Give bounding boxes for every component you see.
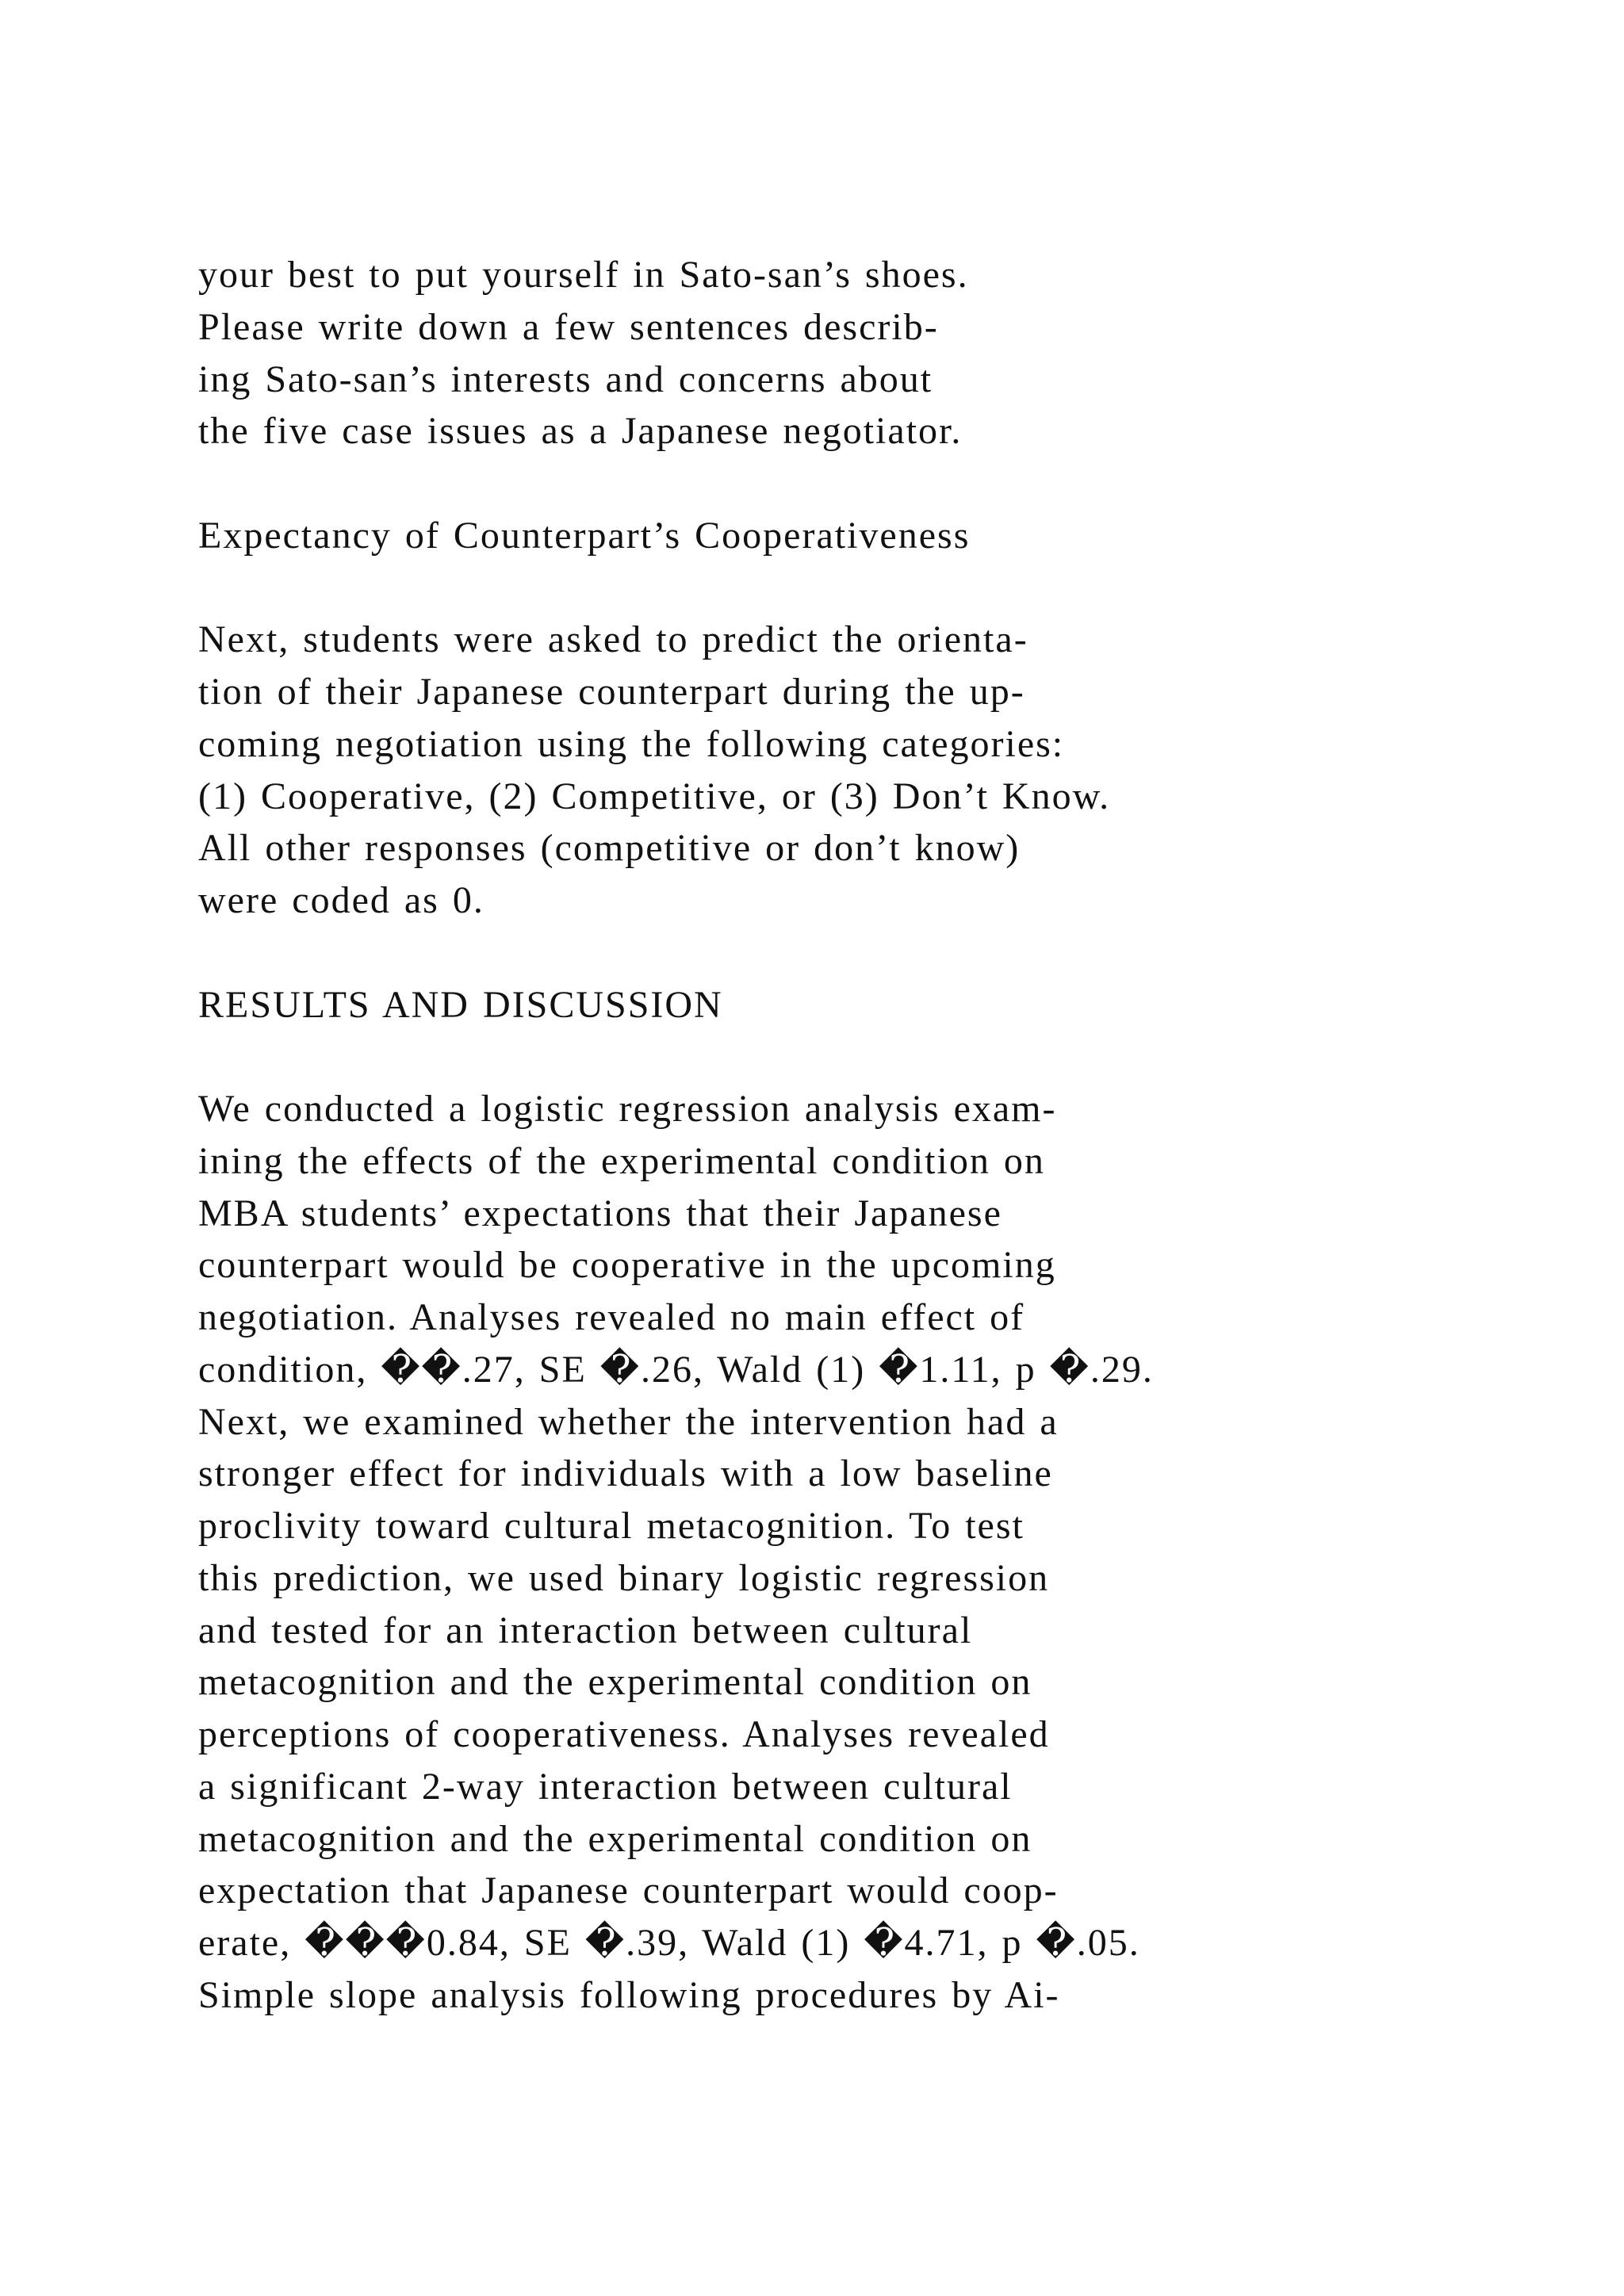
blank-line bbox=[198, 1031, 1546, 1083]
text-line: metacognition and the experimental condition on bbox=[198, 1661, 1032, 1704]
text-line: Next, students were asked to predict the orienta- bbox=[198, 618, 1028, 661]
text-line: MBA students’ expectations that their Japanese bbox=[198, 1192, 1002, 1234]
blank-line bbox=[198, 562, 1546, 614]
text-line: Please write down a few sentences describ- bbox=[198, 305, 939, 348]
text-line: stronger effect for individuals with a low baseline bbox=[198, 1452, 1053, 1495]
text-line: were coded as 0. bbox=[198, 879, 485, 921]
text-line: perceptions of cooperativeness. Analyses revealed bbox=[198, 1713, 1050, 1755]
text-line: the five case issues as a Japanese negotiator. bbox=[198, 410, 963, 453]
document-body bbox=[198, 249, 1546, 2022]
text-line: coming negotiation using the following categories: bbox=[198, 722, 1065, 765]
text-line: and tested for an interaction between cultural bbox=[198, 1609, 973, 1651]
text-line: expectation that Japanese counterpart would coop- bbox=[198, 1869, 1059, 1912]
text-line: proclivity toward cultural metacognition. To test bbox=[198, 1505, 1025, 1547]
blank-line bbox=[198, 457, 1546, 510]
text-line: tion of their Japanese counterpart during the up- bbox=[198, 671, 1025, 713]
text-line: this prediction, we used binary logistic regression bbox=[198, 1556, 1050, 1599]
text-line: We conducted a logistic regression analysis exam- bbox=[198, 1088, 1057, 1130]
text-line: erate, ���0.84, SE �.39, Wald (1) �4.71, p �.05. bbox=[198, 1922, 1140, 1964]
text-line: All other responses (competitive or don’t know) bbox=[198, 827, 1021, 870]
text-line: (1) Cooperative, (2) Competitive, or (3) Don’t Know. bbox=[198, 775, 1111, 817]
text-line: ing Sato-san’s interests and concerns about bbox=[198, 358, 933, 400]
text-line: metacognition and the experimental condition on bbox=[198, 1817, 1032, 1860]
section-heading: RESULTS AND DISCUSSION bbox=[198, 983, 723, 1026]
text-line: Next, we examined whether the intervention had a bbox=[198, 1400, 1059, 1443]
text-line: a significant 2-way interaction between cultural bbox=[198, 1765, 1013, 1808]
section-heading: Expectancy of Counterpart’s Cooperativeness bbox=[198, 514, 971, 557]
text-line: your best to put yourself in Sato-san’s shoes. bbox=[198, 254, 969, 296]
text-line: condition, ��.27, SE �.26, Wald (1) �1.11, p �.29. bbox=[198, 1348, 1154, 1391]
text-line: negotiation. Analyses revealed no main effect of bbox=[198, 1296, 1025, 1338]
text-line: Simple slope analysis following procedures by Ai- bbox=[198, 1973, 1060, 2016]
text-line: ining the effects of the experimental condition on bbox=[198, 1139, 1045, 1182]
text-line: counterpart would be cooperative in the upcoming bbox=[198, 1244, 1056, 1287]
blank-line bbox=[198, 927, 1546, 979]
